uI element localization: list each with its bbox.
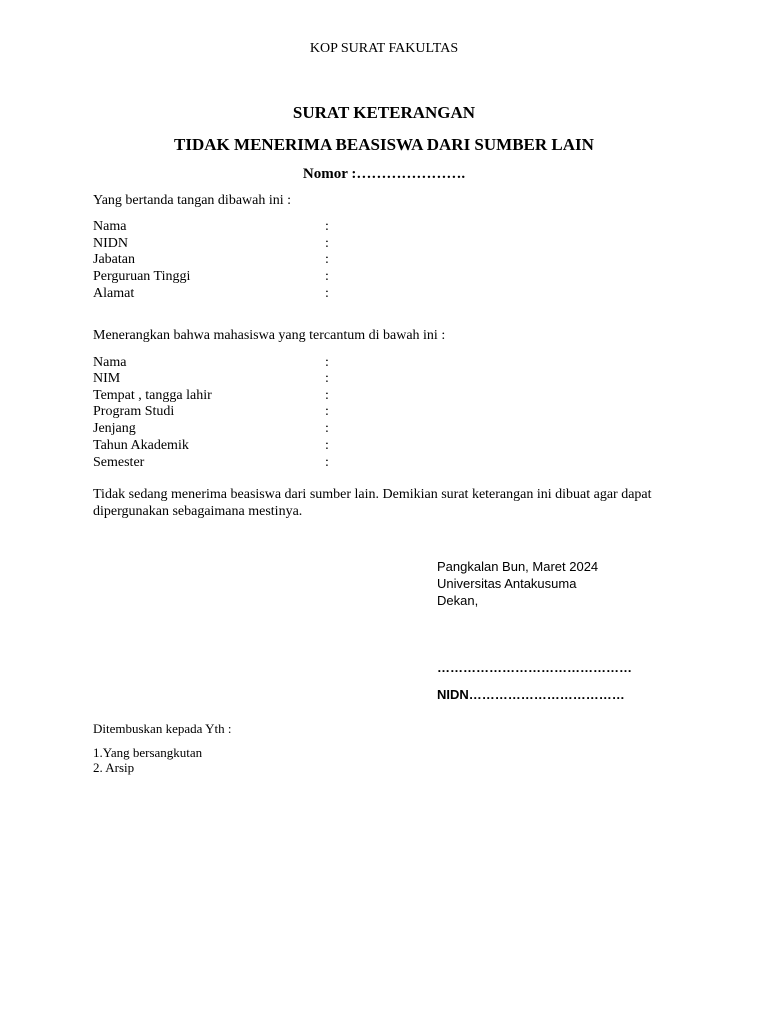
field-label: Semester [93, 455, 145, 470]
field-label: Alamat [93, 286, 135, 301]
document-title: SURAT KETERANGAN [292, 103, 476, 122]
student-intro: Menerangkan bahwa mahasiswa yang tercantum di bawah ini : [93, 328, 446, 343]
closing-paragraph: Tidak sedang menerima beasiswa dari sumber lain. Demikian surat keterangan ini dibuat agar dapat dipergunakan sebagaimana mestinya. [93, 487, 652, 519]
field-colon: : [325, 438, 329, 453]
signer-nidn-line: NIDN……………………………… [437, 687, 625, 702]
field-label: Jabatan [93, 252, 135, 267]
field-colon: : [325, 286, 329, 301]
field-label: Jenjang [93, 421, 136, 436]
field-colon: : [325, 219, 329, 234]
signer-intro: Yang bertanda tangan dibawah ini : [93, 193, 292, 208]
field-label: Nama [93, 219, 127, 234]
field-label: NIM [93, 371, 121, 386]
cc-item: 2. Arsip [93, 760, 135, 775]
cc-heading: Ditembuskan kepada Yth : [93, 721, 232, 736]
letterhead: KOP SURAT FAKULTAS [309, 41, 459, 56]
place-date: Pangkalan Bun, Maret 2024 [437, 559, 599, 574]
field-label: Nama [93, 355, 127, 370]
field-colon: : [325, 404, 329, 419]
field-colon: : [325, 388, 329, 403]
field-colon: : [325, 252, 329, 267]
field-colon: : [325, 455, 329, 470]
field-label: Tempat , tangga lahir [93, 388, 212, 403]
field-label: Perguruan Tinggi [93, 269, 191, 284]
cc-item: 1.Yang bersangkutan [93, 745, 203, 760]
signer-position: Dekan, [437, 593, 479, 608]
document-subtitle: TIDAK MENERIMA BEASISWA DARI SUMBER LAIN [174, 135, 594, 154]
field-colon: : [325, 421, 329, 436]
field-colon: : [325, 269, 329, 284]
field-label: NIDN [93, 236, 128, 251]
field-label: Tahun Akademik [93, 438, 189, 453]
field-colon: : [325, 371, 329, 386]
field-colon: : [325, 236, 329, 251]
institution-name: Universitas Antakusuma [437, 576, 577, 591]
letter-number: Nomor :…………………. [302, 166, 466, 182]
signer-name-line: ……………………………………… [437, 660, 632, 675]
field-label: Program Studi [93, 404, 175, 419]
field-colon: : [325, 355, 329, 370]
